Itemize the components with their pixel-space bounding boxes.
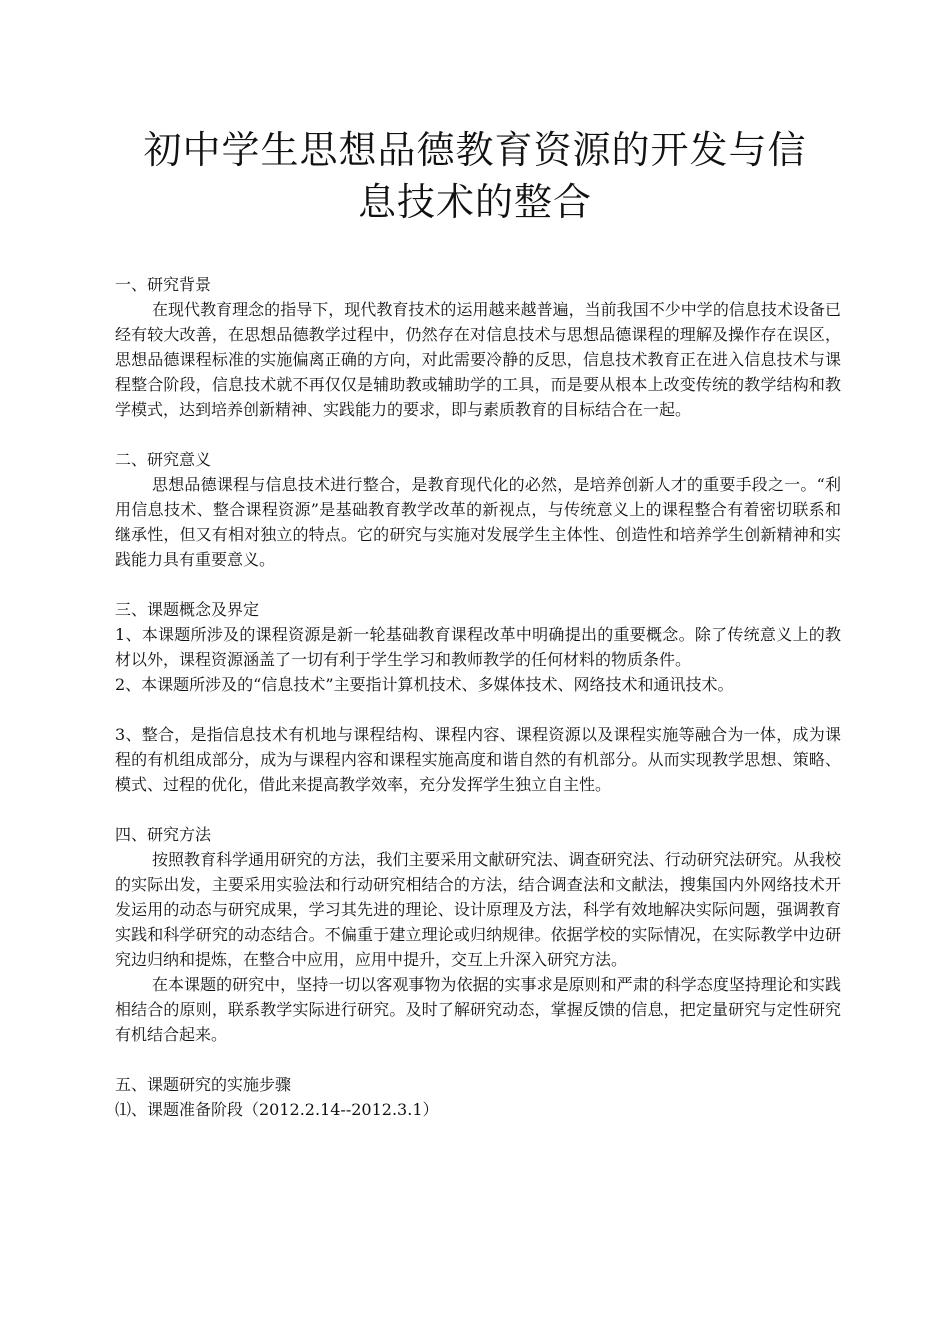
section-heading-steps: 五、课题研究的实施步骤 [115,1075,292,1094]
paragraph-concept-1: 1、本课题所涉及的课程资源是新一轮基础教育课程改革中明确提出的重要概念。除了传统意义上的教材以外，课程资源涵盖了一切有利于学生学习和教师教学的任何材料的物质条件。 [115,625,841,669]
title-line-2: 息技术的整合 [357,180,592,224]
paragraph-significance: 思想品德课程与信息技术进行整合，是教育现代化的必然，是培养创新人才的重要手段之一。“利用信息技术、整合课程资源”是基础教育教学改革的新视点，与传统意义上的课程整合有着密切联系和继承性，但又有相对独立的特点。它的研究与实施对发展学生主体性、创造性和培养学生创新精神和实践能力具有重要意义。 [115,475,841,569]
section-heading-concepts: 三、课题概念及界定 [115,600,260,619]
paragraph-methods-2: 在本课题的研究中，坚持一切以客观事物为依据的实事求是原则和严肃的科学态度坚持理论和实践相结合的原则，联系教学实际进行研究。及时了解研究动态，掌握反馈的信息，把定量研究与定性研究有机结合起来。 [115,975,841,1044]
section-heading-significance: 二、研究意义 [115,450,212,469]
paragraph-concept-2: 2、本课题所涉及的“信息技术”主要指计算机技术、多媒体技术、网络技术和通讯技术。 [115,675,734,694]
document-body [115,272,841,1122]
paragraph-concept-3: 3、整合，是指信息技术有机地与课程结构、课程内容、课程资源以及课程实施等融合为一体，成为课程的有机组成部分，成为与课程内容和课程实施高度和谐自然的有机部分。从而实现教学思想、策略、模式、过程的优化，借此来提高教学效率，充分发挥学生独立自主性。 [115,725,841,794]
paragraph-background: 在现代教育理念的指导下，现代教育技术的运用越来越普遍，当前我国不少中学的信息技术设备已经有较大改善，在思想品德教学过程中，仍然存在对信息技术与思想品德课程的理解及操作存在误区，思想品德课程标准的实施偏离正确的方向，对此需要冷静的反思，信息技术教育正在进入信息技术与课程整合阶段，信息技术就不再仅仅是辅助教或辅助学的工具，而是要从根本上改变传统的教学结构和教学模式，达到培养创新精神、实践能力的要求，即与素质教育的目标结合在一起。 [115,300,841,419]
document-title [95,124,855,228]
paragraph-step-1: ⑴、课题准备阶段（2012.2.14--2012.3.1） [115,1100,439,1119]
section-heading-background: 一、研究背景 [115,275,212,294]
title-line-1: 初中学生思想品德教育资源的开发与信 [143,128,807,172]
paragraph-methods-1: 按照教育科学通用研究的方法，我们主要采用文献研究法、调查研究法、行动研究法研究。从我校的实际出发，主要采用实验法和行动研究相结合的方法，结合调查法和文献法，搜集国内外网络技术开发运用的动态与研究成果，学习其先进的理论、设计原理及方法，科学有效地解决实际问题，强调教育实践和科学研究的动态结合。不偏重于建立理论或归纳规律。依据学校的实际情况，在实际教学中边研究边归纳和提炼，在整合中应用，应用中提升，交互上升深入研究方法。 [115,850,841,969]
section-heading-methods: 四、研究方法 [115,825,212,844]
